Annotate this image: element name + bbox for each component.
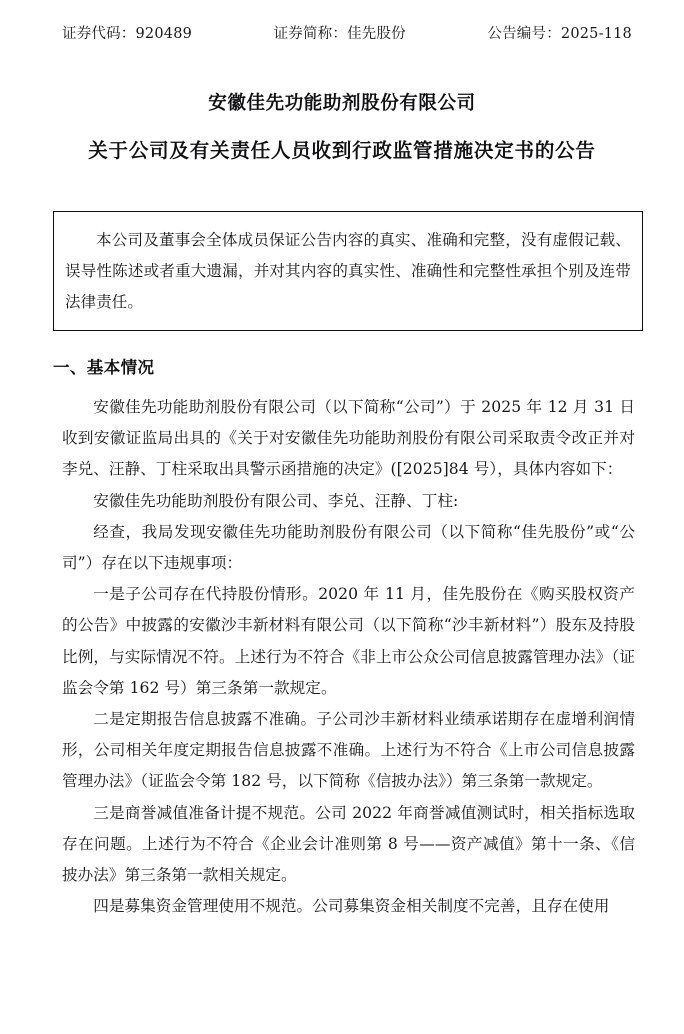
section-heading-basic-info: 一、基本情况 xyxy=(53,358,155,377)
title-block xyxy=(42,90,642,165)
body-paragraph: 三是商誉减值准备计提不规范。公司 2022 年商誉减值测试时，相关指标选取存在问题。上述行为不符合《企业会计准则第 8 号——资产减值》第十一条、《信披办法》第三条第一款相关规定。 xyxy=(62,803,635,885)
body-paragraph: 四是募集资金管理使用不规范。公司募集资金相关制度不完善，且存在使用 xyxy=(93,897,610,916)
body-paragraph: 经查，我局发现安徽佳先功能助剂股份有限公司（以下简称“佳先股份”或“公司”）存在以下违规事项： xyxy=(62,522,635,573)
announcement-number: 公告编号：2025-118 xyxy=(487,26,632,42)
body-paragraph: 二是定期报告信息披露不准确。子公司沙丰新材料业绩承诺期存在虚增利润情形，公司相关年度定期报告信息披露不准确。上述行为不符合《上市公司信息披露管理办法》（证监会令第 182 号，以下简称《信披办法》）第三条第一款规定。 xyxy=(62,710,635,791)
disclaimer-box xyxy=(53,211,643,331)
announcement-subject-title: 关于公司及有关责任人员收到行政监管措施决定书的公告 xyxy=(88,138,596,162)
document-header xyxy=(62,22,632,43)
body-paragraph: 安徽佳先功能助剂股份有限公司、李兑、汪静、丁柱: xyxy=(93,491,459,510)
disclaimer-text: 本公司及董事会全体成员保证公告内容的真实、准确和完整，没有虚假记载、误导性陈述或者重大遗漏，并对其内容的真实性、准确性和完整性承担个别及连带法律责任。 xyxy=(65,231,631,311)
body-content xyxy=(62,392,635,922)
company-name-title: 安徽佳先功能助剂股份有限公司 xyxy=(208,93,476,114)
security-code: 证券代码：920489 xyxy=(62,26,193,42)
security-abbreviation: 证券简称：佳先股份 xyxy=(273,26,406,42)
body-paragraph: 安徽佳先功能助剂股份有限公司（以下简称“公司”）于 2025 年 12 月 31 日收到安徽证监局出具的《关于对安徽佳先功能助剂股份有限公司采取责令改正并对李兑、汪静、丁柱采取出具警示函措施的决定》([2025]84 号），具体内容如下： xyxy=(62,398,635,479)
body-paragraph: 一是子公司存在代持股份情形。2020 年 11 月，佳先股份在《购买股权资产的公告》中披露的安徽沙丰新材料有限公司（以下简称“沙丰新材料”）股东及持股比例，与实际情况不符。上述行为不符合《非上市公众公司信息披露管理办法》（证监会令第 162 号）第三条第一款规定。 xyxy=(62,585,635,697)
